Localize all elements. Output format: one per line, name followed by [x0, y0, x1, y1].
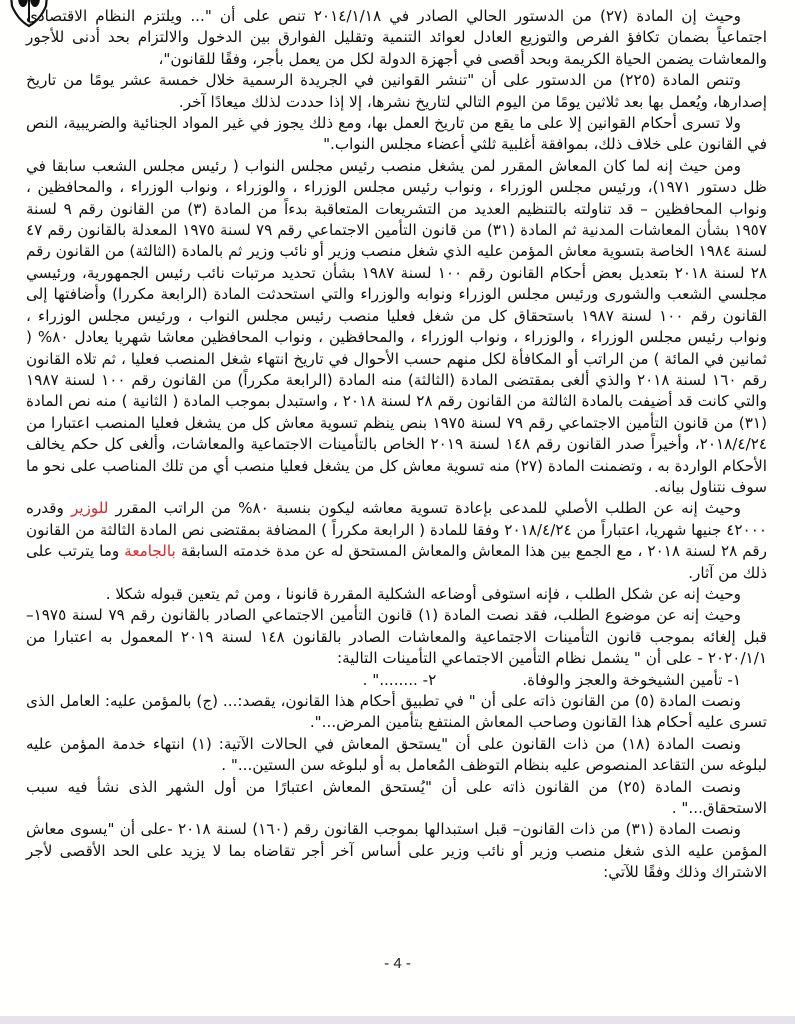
- highlighted-word-university: بالجامعة: [124, 542, 176, 561]
- text-segment: وما يترتب على ذلك من آثار.: [26, 542, 767, 582]
- paragraph-original-request: [26, 498, 767, 584]
- viewer-bottom-edge: [0, 1016, 795, 1024]
- paragraph-article-18: ونصت المادة (١٨) من ذات القانون على أن "يستحق المعاش في الحالات الآتية: (١) انتهاء خدمة المؤمن عليه لبلوغه سن التقاعد المنصوص عليه بنظام التوظف المُعامل به أو لبلوغه سن الستين..." .: [26, 734, 767, 775]
- paragraph-form-of-request: وحيث إنه عن شكل الطلب ، فإنه استوفى أوضاعه الشكلية المقررة قانونا ، ومن ثم يتعين قبوله شكلا .: [105, 584, 741, 603]
- paragraph-constitution-art225: وتنص المادة (٢٢٥) من الدستور على أن "تنشر القوانين في الجريدة الرسمية خلال خمسة عشر يومًا من تاريخ إصدارها، ويُعمل بها بعد ثلاثين يومًا من اليوم التالي لتاريخ نشرها، إلا إذا حددت لذلك ميعادًا آخر.: [26, 71, 767, 111]
- paragraph-constitution-art27: وحيث إن المادة (٢٧) من الدستور الحالي الصادر في ٢٠١٤/١/١٨ تنص على أن "... ويلتزم النظام الاقتصادي اجتماعياً بضمان تكافؤ الفرص والتوزيع العادل لعوائد التنمية وتقليل الفوارق بين الدخول والالتزام بحد أدنى للأجور والمعاشات يضمن الحياة الكريمة وبحد أقصى في أجهزة الدولة لكل من يعمل بأجر، وفقًا للقانون"،: [26, 7, 767, 68]
- highlighted-word-minister: للوزير: [70, 499, 109, 518]
- list-item: ٢- ........" .: [362, 670, 437, 689]
- document-body: [26, 6, 767, 884]
- paragraph-article-31: ونصت المادة (٣١) من ذات القانون– قبل استبدالها بموجب القانون رقم (١٦٠) لسنة ٢٠١٨ -على أن "يسوى معاش المؤمن عليه الذى شغل منصب وزير أو نائب وزير على أساس آخر أجر تقاضاه بما لا يزيد على الحد الأقصى لأجر الاشتراك وذلك وفقًا للآتي:: [26, 820, 767, 882]
- insurance-list: [26, 670, 767, 691]
- text-segment: وقدره ٤٢٠٠٠ جنيها شهريا، اعتباراً من ٢٠١٨/٤/٢٤ وفقا للمادة ( الرابعة مكرراً ) المضافة بمقتضى نص المادة الثالثة من القانون رقم ٢٨ لسنة ٢٠١٨ ، مع الجمع بين هذا المعاش والمعاش المستحق له عن مدة خدمته السابقة: [26, 499, 768, 561]
- paragraph-retroactivity: ولا تسرى أحكام القوانين إلا على ما يقع من تاريخ العمل بها، ومع ذلك يجوز في غير المواد الجنائية والضريبية، النص في القانون على خلاف ذلك، بموافقة أغلبية ثلثي أعضاء مجلس النواب.": [26, 114, 767, 154]
- paragraph-article-5: ونصت المادة (٥) من القانون ذاته على أن " في تطبيق أحكام هذا القانون، يقصد:... (ج) بالمؤمن عليه: العامل الذى تسرى عليه أحكام هذا القانون وصاحب المعاش المنتفع بتأمين المرض...".: [26, 692, 767, 732]
- paragraph-pension-history: ومن حيث إنه لما كان المعاش المقرر لمن يشغل منصب رئيس مجلس النواب ( رئيس مجلس الشعب سابقا في ظل دستور ١٩٧١)، ورئيس مجلس الوزراء ، ونواب رئيس مجلس الوزراء ، والوزراء ، ونواب الوزراء ، والمحافظين ، ونواب المحافظين – قد تناولته بالتنظيم العديد من التشريعات المتعاقبة بدءاً من المادة (٣) من القانون رقم ٩ لسنة ١٩٥٧ بشأن المعاشات المدنية ثم المادة (٣١) من قانون التأمين الاجتماعي رقم ٧٩ لسنة ١٩٧٥ المعدلة بالقانون رقم ٤٧ لسنة ١٩٨٤ الخاصة بتسوية معاش المؤمن عليه الذي شغل منصب وزير أو نائب وزير ثم بالمادة (الثالثة) من القانون رقم ٢٨ لسنة ٢٠١٨ بتعديل بعض أحكام القانون رقم ١٠٠ لسنة ١٩٨٧ بشأن تحديد مرتبات نائب رئيس الجمهورية، ورئيسي مجلسي الشعب والشورى ورئيس مجلس الوزراء ونوابه والوزراء والتي استحدثت المادة (الرابعة مكررا) وأضافتها إلى القانون رقم ١٠٠ لسنة ١٩٨٧ باستحقاق كل من شغل فعليا منصب رئيس مجلس النواب ، ورئيس مجلس الوزراء ، ونواب رئيس مجلس الوزراء ، والوزراء ، ونواب الوزراء ، والمحافظين ، ونواب المحافظين معاشا شهريا يعادل ٨٠% ( ثمانين في المائة ) من الراتب أو المكافأة لكل منهم حسب الأحوال في تاريخ انتهاء شغل المنصب فعليا ، ثم تلاه القانون رقم ١٦٠ لسنة ٢٠١٨ والذي ألغى بمقتضى المادة (الثالثة) منه المادة (الرابعة مكرراً) من القانون رقم ١٠٠ لسنة ١٩٨٧ والتي كانت قد أضيفت بالمادة الثالثة من القانون رقم ٢٨ لسنة ٢٠١٨ ، واستبدل بموجب المادة ( الثانية ) منه نص المادة (٣١) من قانون التأمين الاجتماعي رقم ٧٩ لسنة ١٩٧٥ بنص ينظم تسوية معاش كل من يشغل فعليا المنصب اعتبارا من ٢٠١٨/٤/٢٤، وأخيراً صدر القانون رقم ١٤٨ لسنة ٢٠١٩ الخاص بالتأمينات الاجتماعية والمعاشات، وألغى كل حكم يخالف الأحكام الواردة به ، وتضمنت المادة (٢٧) منه تسوية معاش كل من يشغل فعليا منصب أي من تلك المناصب على نحو ما سوف نتناول بيانه.: [26, 156, 768, 496]
- paragraph-article-25: ونصت المادة (٢٥) من القانون ذاته على أن "يُستحق المعاش اعتبارًا من أول الشهر الذى نشأ فيه سبب الاستحقاق..." .: [26, 777, 767, 818]
- text-segment: وحيث إنه عن الطلب الأصلي للمدعى بإعادة تسوية معاشه ليكون بنسبة ٨٠% من الراتب المقرر: [108, 499, 741, 518]
- list-item: ١- تأمين الشيخوخة والعجز والوفاة.: [522, 670, 741, 689]
- paragraph-subject-of-request: وحيث إنه عن موضوع الطلب، فقد نصت المادة (١) قانون التأمين الاجتماعي الصادر بالقانون رقم ٧٩ لسنة ١٩٧٥– قبل إلغائه بموجب قانون التأمينات الاجتماعية والمعاشات الصادر بالقانون ١٤٨ لسنة ٢٠١٩ المعمول به اعتبارا من ٢٠٢٠/١/١ - على أن " يشمل نظام التأمين الاجتماعي التأمينات التالية:: [26, 606, 768, 668]
- page-number: - 4 -: [384, 955, 411, 972]
